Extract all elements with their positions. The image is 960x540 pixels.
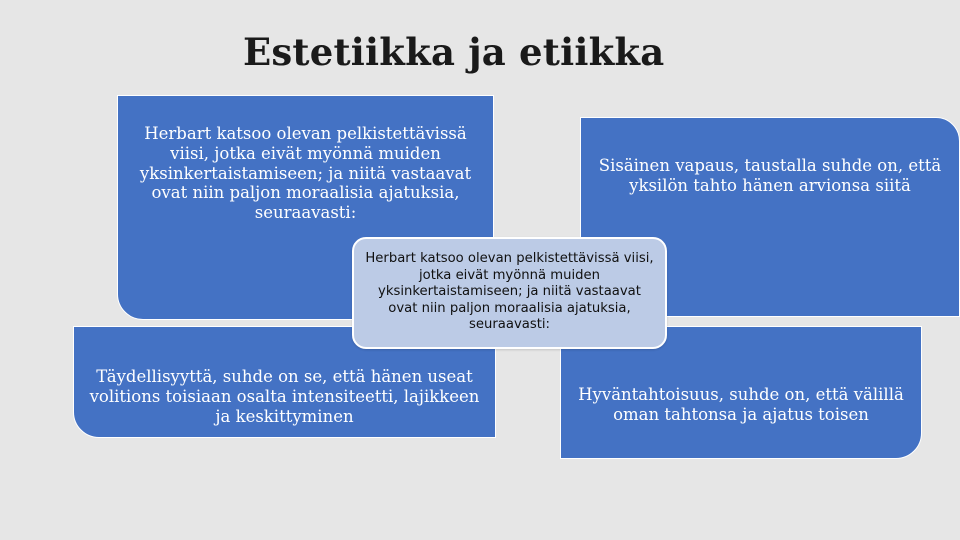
slide-title: Estetiikka ja etiikka bbox=[243, 30, 665, 74]
bottom-left-box-text: Täydellisyyttä, suhde on se, että hänen useat volitions toisiaan osalta intensiteetti, lajikkeen ja keskittyminen bbox=[89, 367, 480, 426]
center-box-text: Herbart katsoo olevan pelkistettävissä viisi, jotka eivät myönnä muiden yksinkertaistamiseen; ja niitä vastaavat ovat niin paljon moraalisia ajatuksia, seuraavasti: bbox=[365, 251, 654, 332]
bottom-right-box-text: Hyväntahtoisuus, suhde on, että välillä oman tahtonsa ja ajatus toisen bbox=[578, 385, 904, 424]
center-box bbox=[352, 237, 667, 349]
top-right-box-text: Sisäinen vapaus, taustalla suhde on, että yksilön tahto hänen arvionsa siitä bbox=[598, 156, 942, 195]
top-left-box-text: Herbart katsoo olevan pelkistettävissä viisi, jotka eivät myönnä muiden yksinkertaistamiseen; ja niitä vastaavat ovat niin paljon moraalisia ajatuksia, seuraavasti: bbox=[139, 124, 472, 223]
